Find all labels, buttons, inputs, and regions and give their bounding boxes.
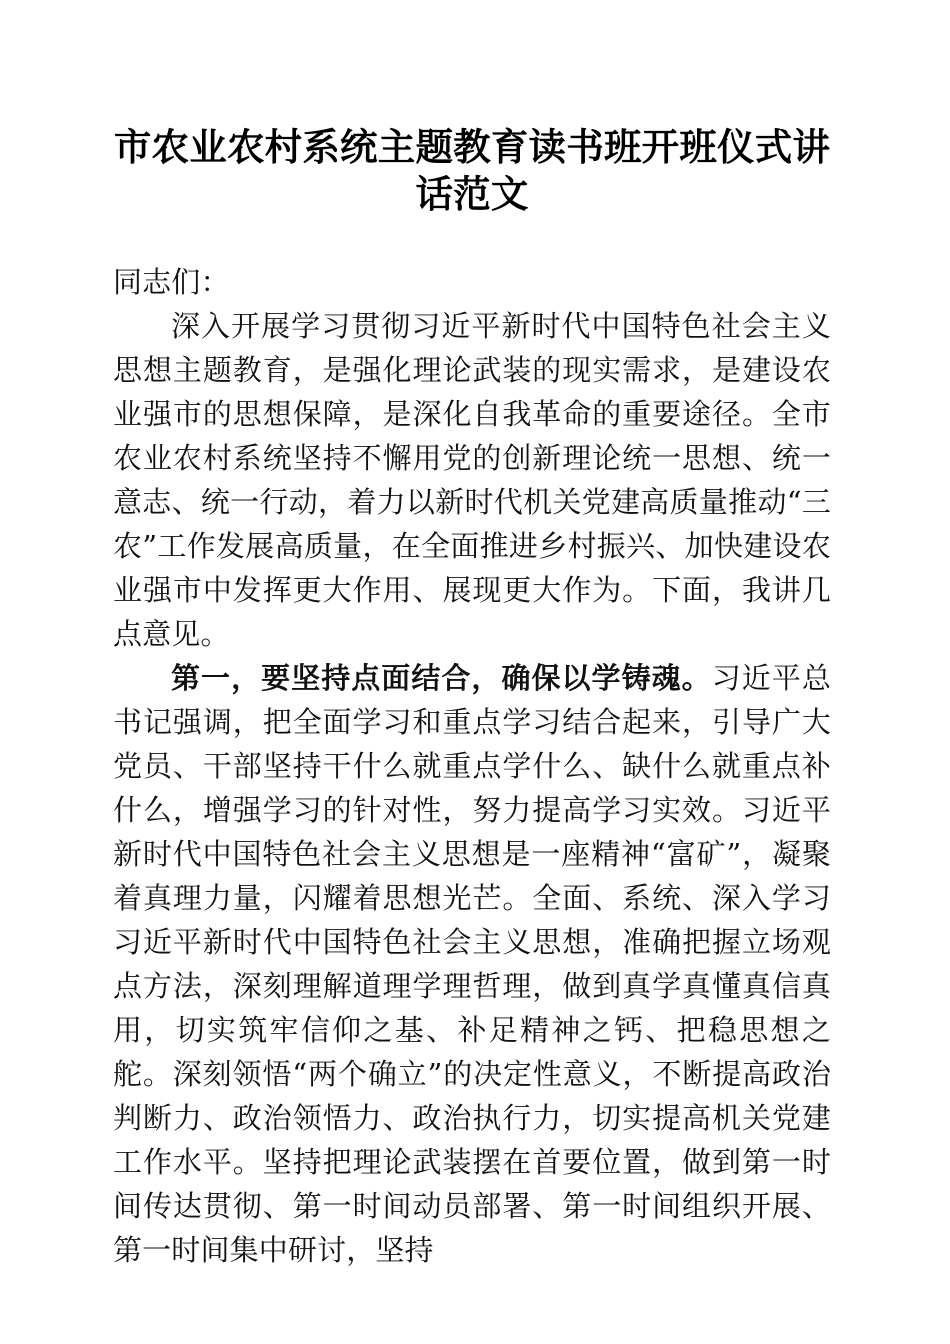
salutation: 同志们： xyxy=(113,265,230,299)
paragraph-intro-text: 深入开展学习贯彻习近平新时代中国特色社会主义思想主题教育，是强化理论武装的现实需求，是建设农业强市的思想保障，是深化自我革命的重要途径。全市农业农村系统坚持不懈用党的创新理论统一思想、统一意志、统一行动，着力以新时代机关党建高质量推动“三农”工作发展高质量，在全面推进乡村振兴、加快建设农业强市中发挥更大作用、展现更大作为。下面，我讲几点意见。 xyxy=(113,309,831,651)
paragraph-intro xyxy=(113,304,831,656)
document-text-column xyxy=(113,0,831,1272)
paragraph-point-one-text: 习近平总书记强调，把全面学习和重点学习结合起来，引导广大党员、干部坚持干什么就重点学什么、缺什么就重点补什么，增强学习的针对性，努力提高学习实效。习近平新时代中国特色社会主义思想是一座精神“富矿”，凝聚着真理力量，闪耀着思想光芒。全面、系统、深入学习习近平新时代中国特色社会主义思想，准确把握立场观点方法，深刻理解道理学理哲理，做到真学真懂真信真用，切实筑牢信仰之基、补足精神之钙、把稳思想之舵。深刻领悟“两个确立”的决定性意义，不断提高政治判断力、政治领悟力、政治执行力，切实提高机关党建工作水平。坚持把理论武装摆在首要位置，做到第一时间传达贯彻、第一时间动员部署、第一时间组织开展、第一时间集中研讨，坚持 xyxy=(113,661,831,1267)
page-title: 市农业农村系统主题教育读书班开班仪式讲话范文 xyxy=(113,125,831,216)
paragraph-point-one xyxy=(113,656,831,1272)
paragraph-point-one-lead: 第一，要坚持点面结合，确保以学铸魂。 xyxy=(171,661,712,695)
